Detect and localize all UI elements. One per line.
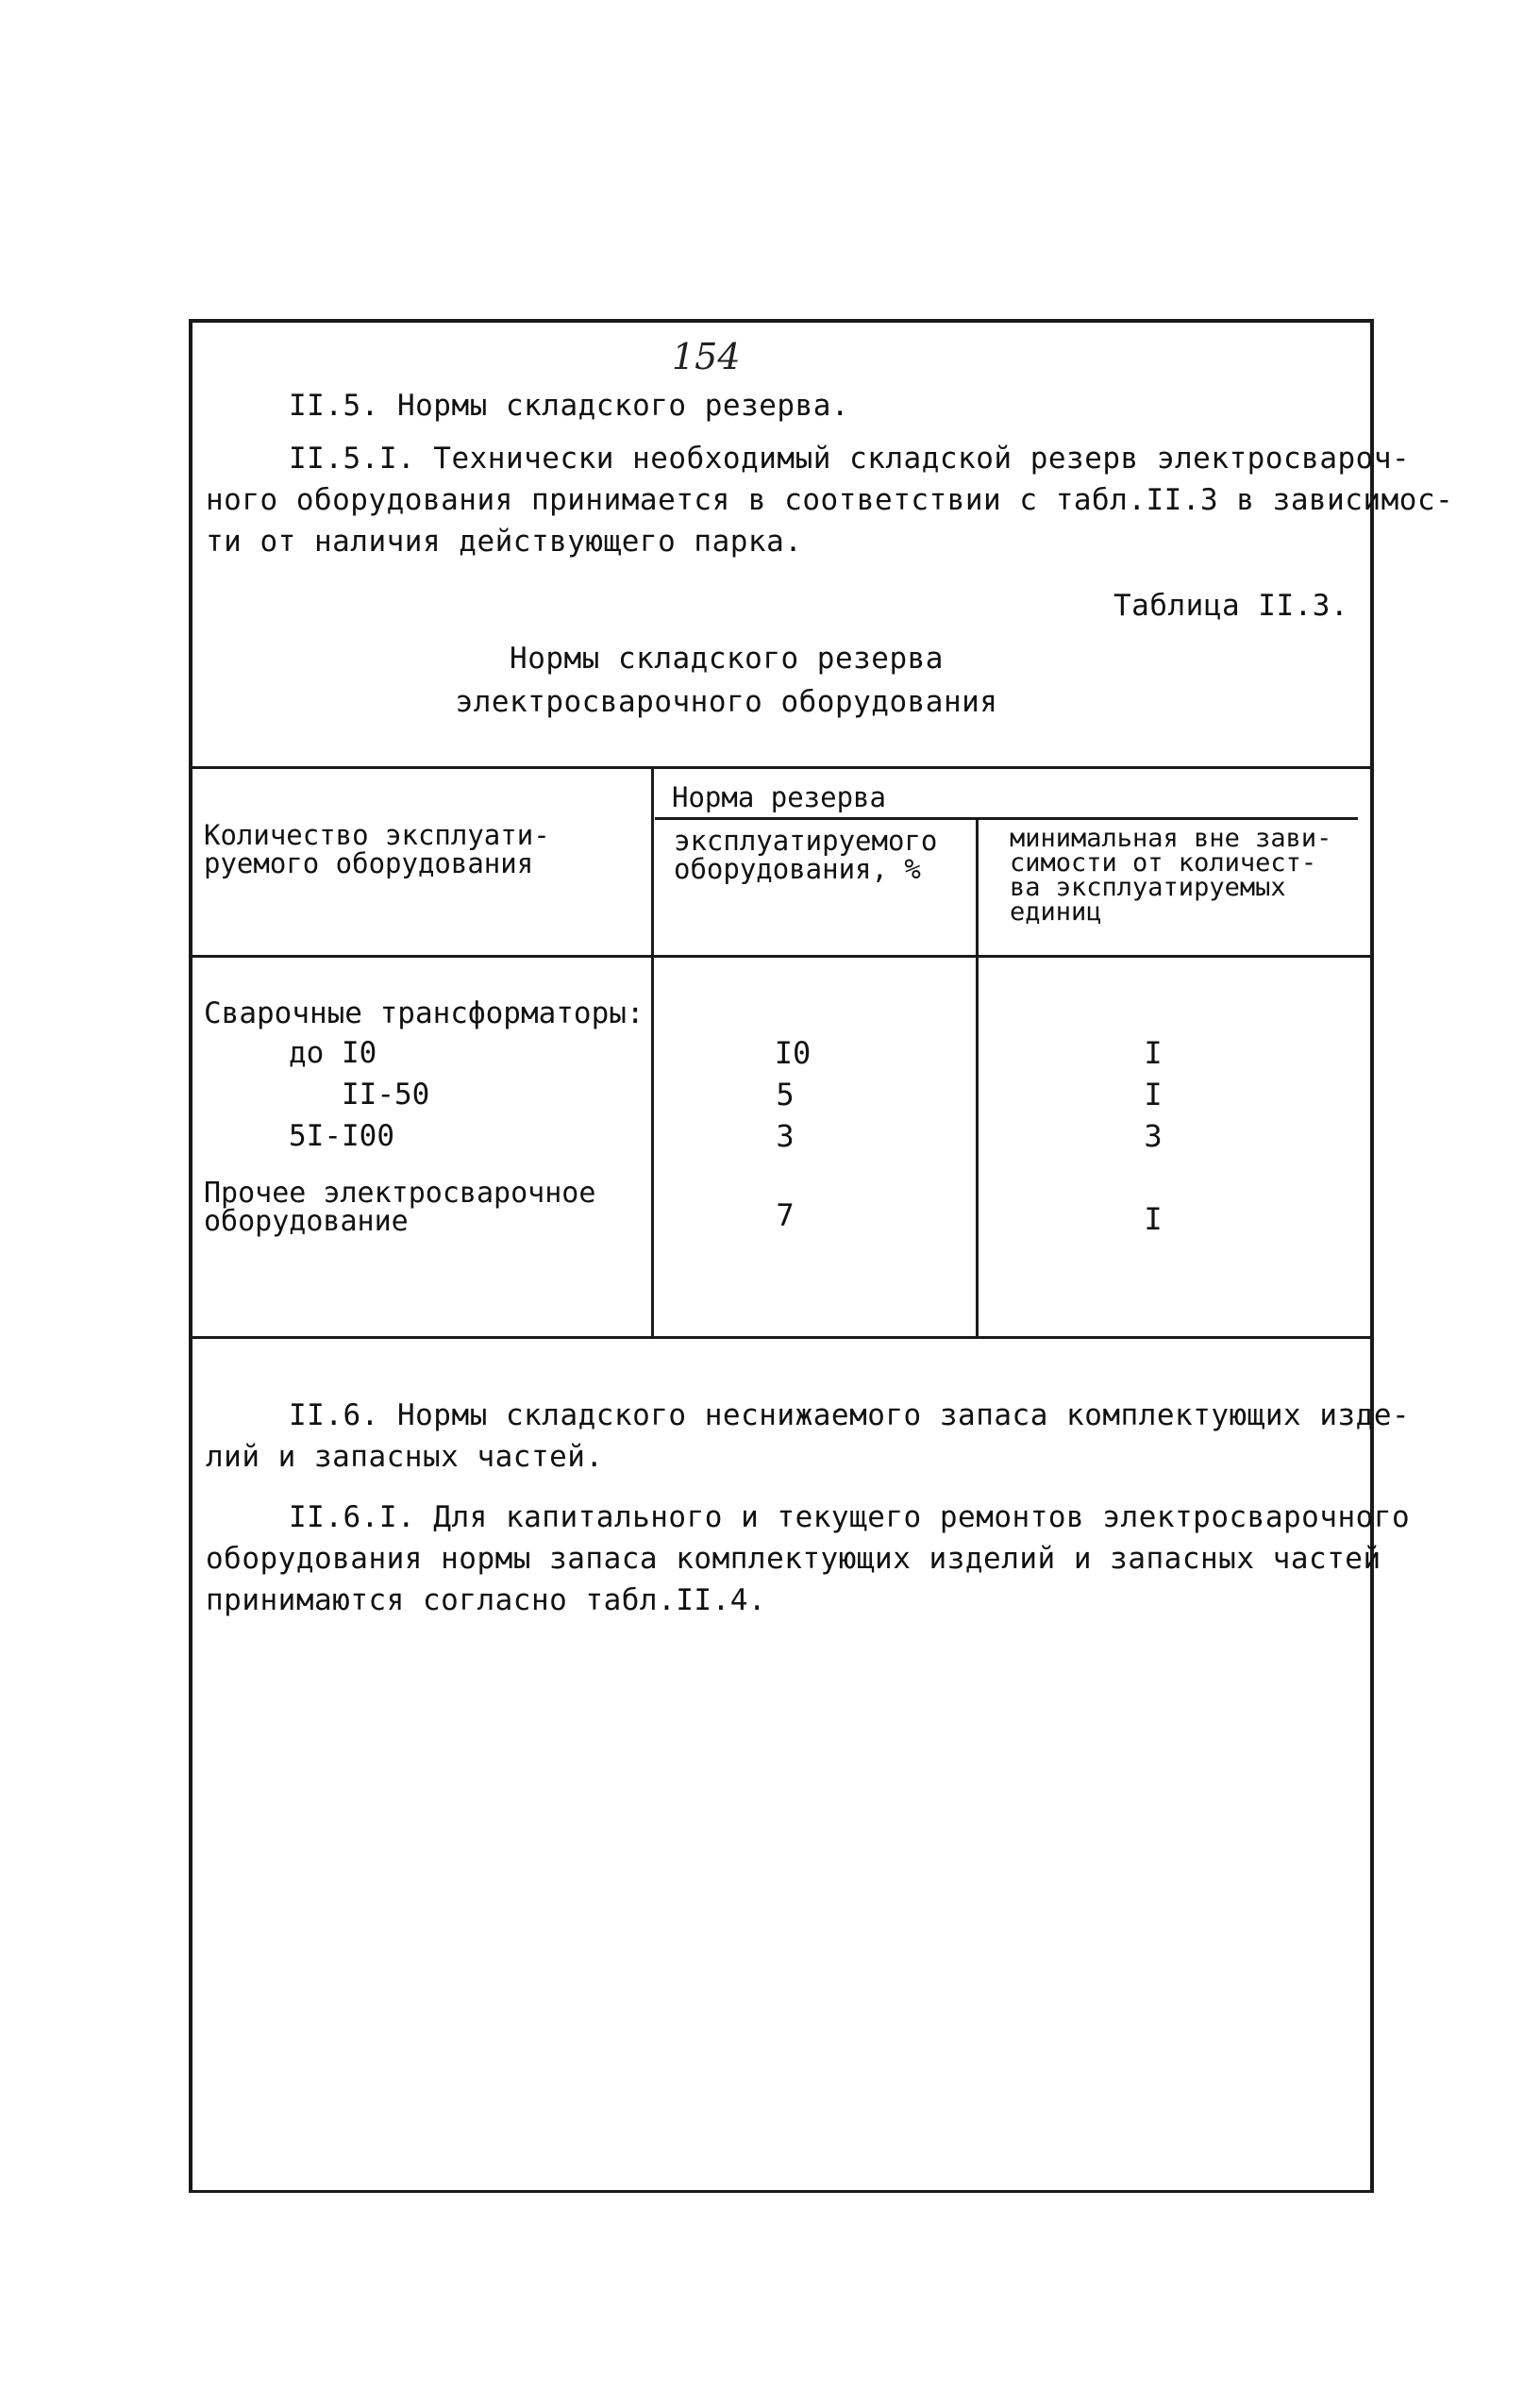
paragraph-line: принимаются согласно табл.II.4. bbox=[206, 1583, 767, 1617]
row-label-line: оборудование bbox=[204, 1205, 409, 1238]
row-min-units: I bbox=[1144, 1077, 1163, 1112]
row-min-units: I bbox=[1144, 1035, 1163, 1071]
header-col2-line: эксплуатируемого bbox=[674, 825, 938, 857]
header-col1-line: Количество эксплуати- bbox=[204, 819, 550, 851]
table-col-divider-1 bbox=[651, 766, 654, 1338]
header-col3-line: единиц bbox=[1010, 897, 1102, 927]
paragraph-line: II.5.I. Технически необходимый складской резерв электросвароч- bbox=[289, 442, 1411, 476]
header-col3 bbox=[1010, 824, 1332, 927]
row-label: II-50 bbox=[342, 1078, 430, 1112]
section-11-5-heading: II.5. Нормы складского резерва. bbox=[289, 389, 850, 423]
header-col3-line: ва эксплуатируемых bbox=[1010, 873, 1286, 902]
row-label: до I0 bbox=[289, 1036, 377, 1070]
page-number: 154 bbox=[672, 336, 741, 377]
table-subheader-divider bbox=[655, 817, 1358, 820]
row-min-units: I bbox=[1144, 1201, 1163, 1237]
header-col1 bbox=[204, 821, 550, 878]
table-title-line1: Нормы складского резерва bbox=[510, 642, 944, 676]
table-top-border bbox=[192, 766, 1371, 769]
table-header-bottom-border bbox=[192, 955, 1371, 958]
table-label: Таблица II.3. bbox=[1113, 589, 1349, 623]
row-label-line: Прочее электросварочное bbox=[204, 1177, 596, 1210]
row-percent: 5 bbox=[776, 1077, 795, 1112]
table-title-line2: электросварочного оборудования bbox=[455, 685, 998, 719]
row-min-units: 3 bbox=[1144, 1118, 1163, 1154]
heading-line: лий и запасных частей. bbox=[206, 1440, 604, 1474]
group-label: Сварочные трансформаторы: bbox=[204, 996, 644, 1030]
row-label-other bbox=[204, 1179, 595, 1236]
header-col1-line: руемого оборудования bbox=[204, 847, 534, 879]
header-group: Норма резерва bbox=[672, 781, 886, 813]
paragraph-line: оборудования нормы запаса комплектующих изделий и запасных частей bbox=[206, 1542, 1381, 1576]
table-bottom-border bbox=[192, 1336, 1371, 1339]
section-11-6-paragraph bbox=[206, 1497, 1411, 1621]
section-11-6-heading bbox=[206, 1395, 1411, 1478]
header-col3-line: минимальная вне зави- bbox=[1010, 824, 1332, 853]
table-col-divider-2 bbox=[976, 817, 979, 1338]
section-11-5-paragraph bbox=[206, 438, 1454, 562]
heading-line: II.6. Нормы складского неснижаемого запаса комплектующих изде- bbox=[289, 1398, 1411, 1432]
paragraph-line: ного оборудования принимается в соответствии с табл.II.3 в зависимос- bbox=[206, 483, 1454, 517]
header-col2 bbox=[674, 827, 937, 883]
header-col3-line: симости от количест- bbox=[1010, 848, 1317, 878]
paragraph-line: ти от наличия действующего парка. bbox=[206, 525, 803, 559]
row-percent: I0 bbox=[774, 1035, 812, 1071]
header-col2-line: оборудования, % bbox=[674, 853, 921, 885]
row-label: 5I-I00 bbox=[289, 1119, 394, 1153]
row-percent: 3 bbox=[776, 1118, 795, 1154]
paragraph-line: II.6.I. Для капитального и текущего ремонтов электросварочного bbox=[289, 1500, 1411, 1534]
row-percent: 7 bbox=[776, 1197, 795, 1233]
